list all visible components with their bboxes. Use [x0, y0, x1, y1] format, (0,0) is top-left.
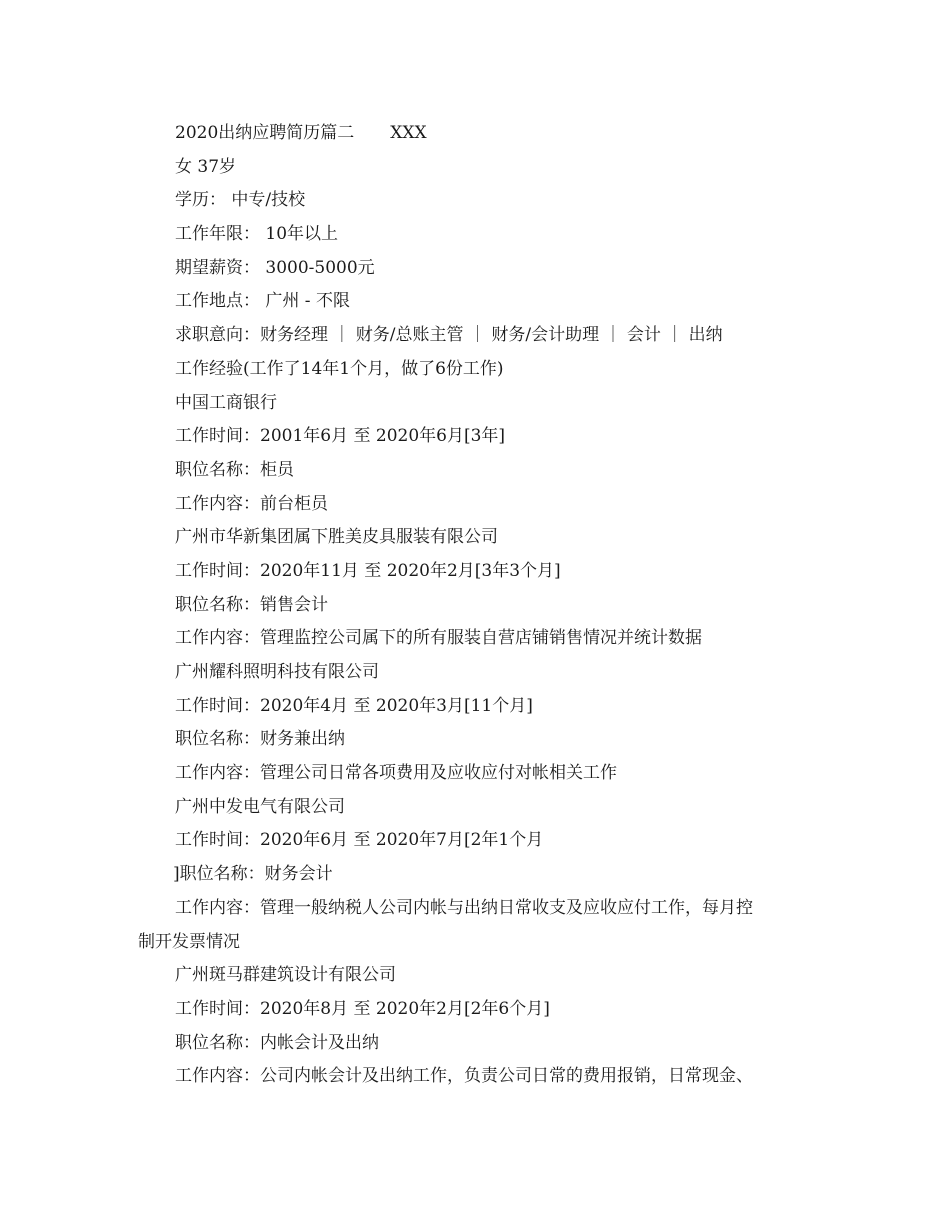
job-description: 工作内容：管理一般纳税人公司内帐与出纳日常收支及应收应付工作，每月控	[175, 897, 753, 918]
position-title: ]职位名称：财务会计	[173, 864, 333, 885]
work-location: 工作地点： 广州 - 不限	[175, 291, 350, 312]
resume-title: 2020出纳应聘简历篇二	[175, 123, 355, 143]
gender-age: 女 37岁	[175, 156, 237, 177]
work-period: 工作时间：2020年11月 至 2020年2月[3年3个月]	[175, 560, 561, 581]
work-period: 工作时间：2020年8月 至 2020年2月[2年6个月]	[175, 998, 550, 1019]
position-title: 职位名称：内帐会计及出纳	[175, 1032, 379, 1053]
experience-summary: 工作经验(工作了14年1个月，做了6份工作)	[175, 358, 504, 379]
job-description-continued: 制开发票情况	[138, 931, 240, 952]
employer-name: 广州斑马群建筑设计有限公司	[175, 965, 396, 986]
employer-name: 广州耀科照明科技有限公司	[175, 662, 379, 682]
job-description: 工作内容：前台柜员	[175, 493, 328, 514]
job-description: 工作内容：管理公司日常各项费用及应收应付对帐相关工作	[175, 763, 617, 784]
position-title: 职位名称：柜员	[175, 459, 294, 480]
job-intention: 求职意向：财务经理 ｜ 财务/总账主管 ｜ 财务/会计助理 ｜ 会计 ｜ 出纳	[175, 325, 723, 346]
expected-salary: 期望薪资： 3000-5000元	[175, 257, 375, 278]
work-period: 工作时间：2001年6月 至 2020年6月[3年]	[175, 426, 506, 447]
work-period: 工作时间：2020年4月 至 2020年3月[11个月]	[175, 695, 533, 716]
job-description: 工作内容：管理监控公司属下的所有服装自营店铺销售情况并统计数据	[175, 628, 702, 649]
employer-name: 中国工商银行	[175, 392, 277, 413]
employer-name: 广州市华新集团属下胜美皮具服装有限公司	[175, 527, 498, 548]
work-period: 工作时间：2020年6月 至 2020年7月[2年1个月	[175, 830, 544, 851]
education: 学历： 中专/技校	[175, 190, 306, 211]
years-of-experience: 工作年限： 10年以上	[175, 224, 339, 245]
position-title: 职位名称：财务兼出纳	[175, 729, 345, 750]
resume-body	[138, 117, 828, 1094]
employer-name: 广州中发电气有限公司	[175, 796, 345, 817]
position-title: 职位名称：销售会计	[175, 594, 328, 615]
candidate-name: XXX	[390, 123, 427, 143]
job-description: 工作内容：公司内帐会计及出纳工作，负责公司日常的费用报销，日常现金、	[175, 1066, 753, 1087]
resume-title-line	[138, 117, 828, 151]
